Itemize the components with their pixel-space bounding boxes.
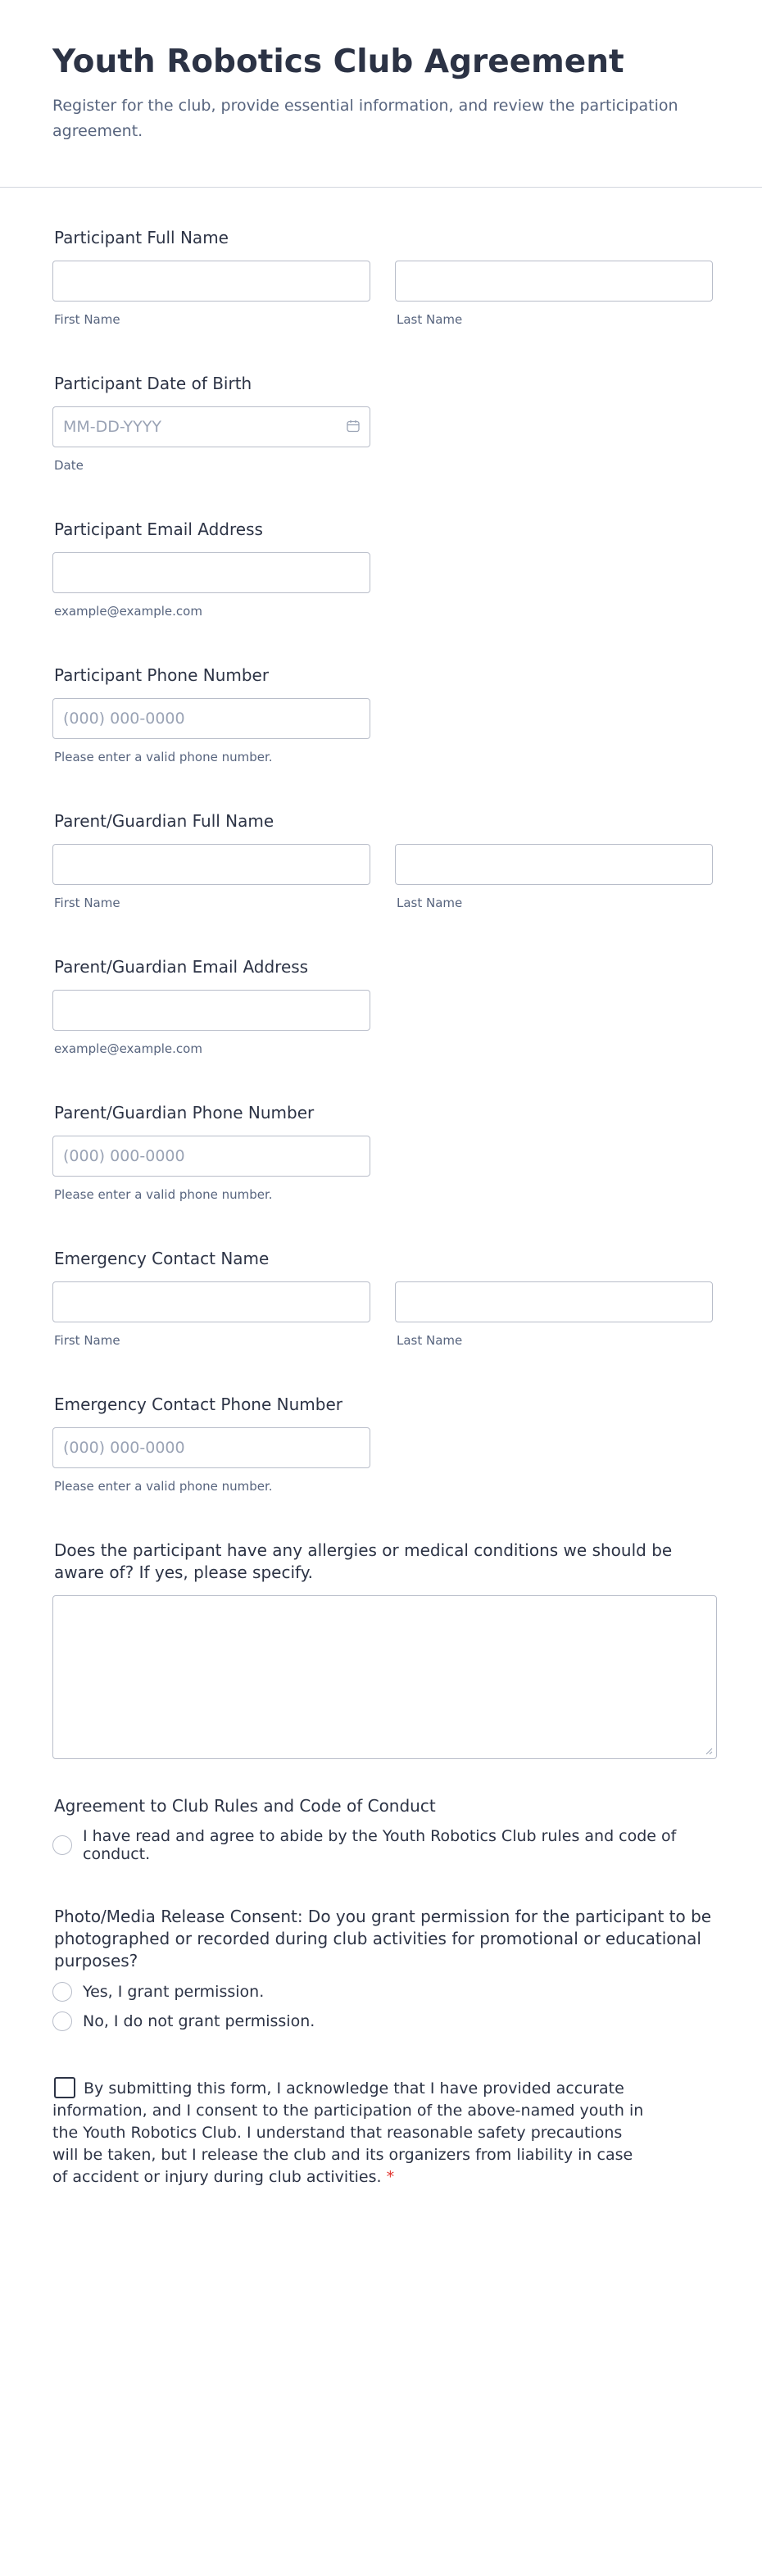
emergency-phone-label: Emergency Contact Phone Number <box>54 1395 342 1414</box>
emergency-phone-field <box>52 1394 710 1494</box>
dob-input[interactable] <box>52 406 370 447</box>
dob-sublabel: Date <box>54 458 84 473</box>
participant-email-sublabel: example@example.com <box>54 604 202 619</box>
dob-field <box>52 373 710 474</box>
rules-option[interactable] <box>52 1827 710 1863</box>
participant-phone-sublabel: Please enter a valid phone number. <box>54 750 273 764</box>
calendar-icon[interactable] <box>347 420 360 433</box>
participant-name-field <box>52 227 710 328</box>
guardian-first-name-sublabel: First Name <box>54 896 120 910</box>
guardian-last-name-input[interactable] <box>395 844 713 885</box>
form-title: Youth Robotics Club Agreement <box>52 43 624 80</box>
participant-email-field <box>52 519 710 619</box>
guardian-phone-input[interactable] <box>52 1136 370 1177</box>
media-field <box>52 1906 710 2031</box>
participant-name-label: Participant Full Name <box>54 228 229 247</box>
guardian-email-sublabel: example@example.com <box>54 1041 202 1056</box>
rules-option-label: I have read and agree to abide by the Youth Robotics Club rules and code of conduct. <box>83 1827 677 1863</box>
emergency-name-field <box>52 1248 710 1349</box>
guardian-email-field <box>52 956 710 1057</box>
media-option-yes[interactable] <box>52 1982 710 2002</box>
guardian-phone-field <box>52 1102 710 1203</box>
medical-textarea[interactable] <box>52 1595 717 1759</box>
participant-email-input[interactable] <box>52 552 370 593</box>
consent-checkbox[interactable] <box>54 2077 75 2098</box>
consent-text: By submitting this form, I acknowledge that I have provided accurate information, and I consent to the participation of the above-named youth in the Youth Robotics Club. I understand that reasonable safety precautions will be taken, but I release the club and its organizers from liability in case of accident or injury during club activities. <box>52 2079 644 2186</box>
media-no-radio[interactable] <box>52 2011 72 2031</box>
medical-label: Does the participant have any allergies or medical conditions we should be aware of? If yes, please specify. <box>54 1540 673 1582</box>
guardian-phone-label: Parent/Guardian Phone Number <box>54 1103 315 1122</box>
guardian-email-label: Parent/Guardian Email Address <box>54 957 309 977</box>
dob-placeholder: MM-DD-YYYY <box>63 418 161 436</box>
resize-grip-icon[interactable] <box>705 1748 713 1755</box>
emergency-phone-sublabel: Please enter a valid phone number. <box>54 1479 273 1494</box>
rules-radio[interactable] <box>52 1835 72 1855</box>
guardian-name-field <box>52 810 710 911</box>
emergency-last-name-sublabel: Last Name <box>397 1333 463 1348</box>
media-option-no[interactable] <box>52 2011 710 2031</box>
participant-phone-label: Participant Phone Number <box>54 665 270 685</box>
guardian-name-label: Parent/Guardian Full Name <box>54 811 274 831</box>
emergency-phone-placeholder: (000) 000-0000 <box>63 1439 185 1457</box>
form-header <box>0 0 762 188</box>
participant-last-name-sublabel: Last Name <box>397 312 463 327</box>
media-yes-label: Yes, I grant permission. <box>83 1983 265 2001</box>
media-yes-radio[interactable] <box>52 1982 72 2002</box>
participant-phone-field <box>52 664 710 765</box>
media-no-label: No, I do not grant permission. <box>83 2012 315 2030</box>
rules-label: Agreement to Club Rules and Code of Conduct <box>54 1796 436 1816</box>
participant-first-name-input[interactable] <box>52 261 370 302</box>
guardian-phone-sublabel: Please enter a valid phone number. <box>54 1187 273 1202</box>
emergency-name-label: Emergency Contact Name <box>54 1249 270 1268</box>
participant-last-name-input[interactable] <box>395 261 713 302</box>
participant-phone-input[interactable] <box>52 698 370 739</box>
guardian-first-name-input[interactable] <box>52 844 370 885</box>
guardian-last-name-sublabel: Last Name <box>397 896 463 910</box>
guardian-email-input[interactable] <box>52 990 370 1031</box>
emergency-first-name-sublabel: First Name <box>54 1333 120 1348</box>
emergency-phone-input[interactable] <box>52 1427 370 1468</box>
consent-block <box>52 2077 651 2188</box>
emergency-last-name-input[interactable] <box>395 1281 713 1322</box>
emergency-first-name-input[interactable] <box>52 1281 370 1322</box>
form-body <box>0 188 762 2188</box>
participant-email-label: Participant Email Address <box>54 519 263 539</box>
required-mark: * <box>386 2168 395 2186</box>
consent-field <box>52 2077 710 2188</box>
form-subtitle: Register for the club, provide essential information, and review the participation agreement. <box>52 97 678 140</box>
participant-first-name-sublabel: First Name <box>54 312 120 327</box>
medical-field <box>52 1540 710 1759</box>
participant-phone-placeholder: (000) 000-0000 <box>63 710 185 728</box>
rules-field <box>52 1795 710 1863</box>
guardian-phone-placeholder: (000) 000-0000 <box>63 1147 185 1165</box>
media-label: Photo/Media Release Consent: Do you grant permission for the participant to be photographed or recorded during club activities for promotional or educational purposes? <box>54 1907 712 1971</box>
dob-label: Participant Date of Birth <box>54 374 252 393</box>
